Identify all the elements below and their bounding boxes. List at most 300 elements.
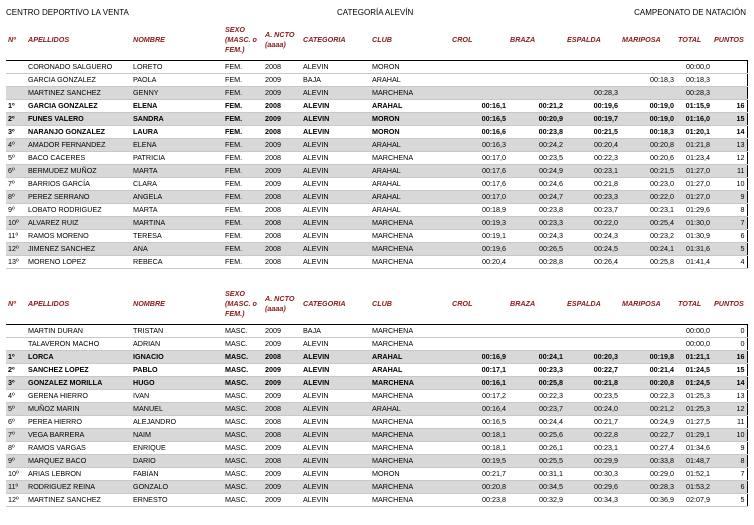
cell-mariposa xyxy=(620,337,676,350)
cell-nombre: GONZALO xyxy=(131,480,223,493)
cell-mariposa: 00:29,0 xyxy=(620,467,676,480)
cell-puntos: 0 xyxy=(712,337,747,350)
cell-nombre: MARTA xyxy=(131,164,223,177)
cell-nombre: ADRIAN xyxy=(131,337,223,350)
cell-categoria: ALEVIN xyxy=(301,229,370,242)
cell-puntos: 10 xyxy=(712,428,747,441)
cell-braza: 00:25,6 xyxy=(508,428,565,441)
cell-nombre: TRISTAN xyxy=(131,324,223,337)
cell-total: 01:20,1 xyxy=(676,125,712,138)
cell-rank: 12º xyxy=(6,242,26,255)
cell-espalda xyxy=(565,324,620,337)
cell-puntos: 5 xyxy=(712,493,747,506)
cell-club: ARAHAL xyxy=(370,99,450,112)
cell-ancto: 2008 xyxy=(263,190,301,203)
cell-mariposa: 00:20,8 xyxy=(620,138,676,151)
cell-mariposa: 00:23,0 xyxy=(620,177,676,190)
cell-mariposa: 00:22,3 xyxy=(620,389,676,402)
table-row xyxy=(6,376,747,389)
cell-crol: 00:16,1 xyxy=(450,99,508,112)
cell-mariposa: 00:23,1 xyxy=(620,203,676,216)
table-row xyxy=(6,493,747,506)
table-row xyxy=(6,190,747,203)
cell-puntos: 0 xyxy=(712,324,747,337)
cell-braza: 00:21,2 xyxy=(508,99,565,112)
col-total: TOTAL xyxy=(676,284,712,324)
cell-crol: 00:20,4 xyxy=(450,255,508,268)
cell-ancto: 2009 xyxy=(263,112,301,125)
cell-nombre: PATRICIA xyxy=(131,151,223,164)
col-crol: CROL xyxy=(450,20,508,60)
cell-rank xyxy=(6,324,26,337)
cell-braza: 00:24,3 xyxy=(508,229,565,242)
col-sexo: SEXO (MASC. o FEM.) xyxy=(223,20,263,60)
cell-espalda xyxy=(565,73,620,86)
cell-crol: 00:16,9 xyxy=(450,350,508,363)
cell-nombre: FABIAN xyxy=(131,467,223,480)
cell-sexo: FEM. xyxy=(223,229,263,242)
cell-braza: 00:23,3 xyxy=(508,363,565,376)
cell-ancto: 2008 xyxy=(263,99,301,112)
cell-apellidos: CORONADO SALGUERO xyxy=(26,60,131,73)
cell-rank xyxy=(6,86,26,99)
cell-mariposa: 00:20,8 xyxy=(620,376,676,389)
cell-club: MARCHENA xyxy=(370,229,450,242)
cell-espalda: 00:22,8 xyxy=(565,428,620,441)
cell-rank: 13º xyxy=(6,255,26,268)
cell-categoria: ALEVIN xyxy=(301,441,370,454)
cell-sexo: FEM. xyxy=(223,125,263,138)
cell-crol: 00:19,5 xyxy=(450,454,508,467)
cell-nombre: ERNESTO xyxy=(131,493,223,506)
cell-nombre: GENNY xyxy=(131,86,223,99)
table-row xyxy=(6,60,747,73)
cell-mariposa: 00:21,2 xyxy=(620,402,676,415)
cell-total: 00:00,0 xyxy=(676,324,712,337)
cell-crol: 00:17,6 xyxy=(450,164,508,177)
cell-sexo: MASC. xyxy=(223,454,263,467)
cell-categoria: ALEVIN xyxy=(301,190,370,203)
cell-puntos: 15 xyxy=(712,112,747,125)
cell-rank: 1º xyxy=(6,99,26,112)
cell-sexo: MASC. xyxy=(223,376,263,389)
cell-mariposa: 00:19,0 xyxy=(620,99,676,112)
cell-categoria: ALEVIN xyxy=(301,203,370,216)
cell-mariposa: 00:33,8 xyxy=(620,454,676,467)
cell-total: 01:41,4 xyxy=(676,255,712,268)
col-puntos: PUNTOS xyxy=(712,20,747,60)
cell-sexo: MASC. xyxy=(223,467,263,480)
cell-sexo: MASC. xyxy=(223,493,263,506)
cell-rank xyxy=(6,73,26,86)
cell-braza: 00:23,8 xyxy=(508,203,565,216)
cell-club: ARAHAL xyxy=(370,190,450,203)
cell-total: 01:30,9 xyxy=(676,229,712,242)
cell-apellidos: LOBATO RODRIGUEZ xyxy=(26,203,131,216)
cell-categoria: ALEVIN xyxy=(301,363,370,376)
cell-espalda: 00:29,6 xyxy=(565,480,620,493)
cell-nombre: ANGELA xyxy=(131,190,223,203)
cell-club: MARCHENA xyxy=(370,415,450,428)
cell-apellidos: TALAVERON MACHO xyxy=(26,337,131,350)
cell-apellidos: LORCA xyxy=(26,350,131,363)
cell-nombre: SANDRA xyxy=(131,112,223,125)
cell-club: MARCHENA xyxy=(370,324,450,337)
table-row xyxy=(6,99,747,112)
cell-nombre: TERESA xyxy=(131,229,223,242)
col-apellidos: APELLIDOS xyxy=(26,20,131,60)
cell-sexo: MASC. xyxy=(223,363,263,376)
cell-ancto: 2008 xyxy=(263,125,301,138)
cell-crol: 00:17,1 xyxy=(450,363,508,376)
cell-sexo: MASC. xyxy=(223,428,263,441)
cell-categoria: ALEVIN xyxy=(301,480,370,493)
cell-nombre: LORETO xyxy=(131,60,223,73)
cell-mariposa: 00:21,5 xyxy=(620,164,676,177)
cell-total: 01:52,1 xyxy=(676,467,712,480)
cell-braza: 00:23,8 xyxy=(508,125,565,138)
cell-mariposa: 00:19,8 xyxy=(620,350,676,363)
cell-nombre: REBECA xyxy=(131,255,223,268)
cell-ancto: 2009 xyxy=(263,86,301,99)
cell-club: MARCHENA xyxy=(370,151,450,164)
cell-ancto: 2008 xyxy=(263,216,301,229)
cell-espalda: 00:24,3 xyxy=(565,229,620,242)
cell-apellidos: GONZALEZ MORILLA xyxy=(26,376,131,389)
cell-nombre: HUGO xyxy=(131,376,223,389)
cell-sexo: MASC. xyxy=(223,415,263,428)
cell-braza: 00:20,9 xyxy=(508,112,565,125)
cell-mariposa xyxy=(620,324,676,337)
cell-ancto: 2009 xyxy=(263,164,301,177)
table-row xyxy=(6,177,747,190)
cell-ancto: 2009 xyxy=(263,467,301,480)
cell-espalda: 00:29,9 xyxy=(565,454,620,467)
col-rank: Nº xyxy=(6,284,26,324)
cell-club: MARCHENA xyxy=(370,255,450,268)
col-nombre: NOMBRE xyxy=(131,284,223,324)
cell-apellidos: VEGA BARRERA xyxy=(26,428,131,441)
cell-ancto: 2008 xyxy=(263,255,301,268)
cell-apellidos: FUNES VALERO xyxy=(26,112,131,125)
cell-total: 00:00,0 xyxy=(676,337,712,350)
cell-crol: 00:17,0 xyxy=(450,151,508,164)
cell-mariposa: 00:23,2 xyxy=(620,229,676,242)
cell-total: 01:24,5 xyxy=(676,363,712,376)
cell-sexo: MASC. xyxy=(223,389,263,402)
cell-rank: 10º xyxy=(6,216,26,229)
female-results-table xyxy=(6,20,748,269)
cell-braza xyxy=(508,60,565,73)
cell-nombre: LAURA xyxy=(131,125,223,138)
cell-braza xyxy=(508,324,565,337)
cell-apellidos: PEREZ SERRANO xyxy=(26,190,131,203)
cell-nombre: NAIM xyxy=(131,428,223,441)
cell-braza: 00:24,6 xyxy=(508,177,565,190)
cell-club: ARAHAL xyxy=(370,138,450,151)
cell-club: MARCHENA xyxy=(370,242,450,255)
cell-club: ARAHAL xyxy=(370,164,450,177)
cell-categoria: ALEVIN xyxy=(301,60,370,73)
cell-ancto: 2008 xyxy=(263,203,301,216)
cell-club: MORON xyxy=(370,467,450,480)
cell-categoria: ALEVIN xyxy=(301,389,370,402)
cell-puntos: 11 xyxy=(712,164,747,177)
cell-crol: 00:20,8 xyxy=(450,480,508,493)
table-row xyxy=(6,324,747,337)
cell-apellidos: SANCHEZ LOPEZ xyxy=(26,363,131,376)
cell-nombre: MANUEL xyxy=(131,402,223,415)
cell-sexo: FEM. xyxy=(223,203,263,216)
cell-espalda: 00:21,8 xyxy=(565,376,620,389)
cell-braza: 00:24,4 xyxy=(508,415,565,428)
cell-puntos: 4 xyxy=(712,255,747,268)
cell-club: ARAHAL xyxy=(370,350,450,363)
cell-ancto: 2009 xyxy=(263,337,301,350)
cell-braza: 00:23,7 xyxy=(508,402,565,415)
cell-rank: 8º xyxy=(6,190,26,203)
cell-apellidos: MUÑOZ MARIN xyxy=(26,402,131,415)
cell-ancto: 2009 xyxy=(263,480,301,493)
cell-club: MORON xyxy=(370,112,450,125)
cell-puntos xyxy=(712,73,747,86)
cell-rank: 7º xyxy=(6,177,26,190)
table-row xyxy=(6,402,747,415)
cell-sexo: MASC. xyxy=(223,480,263,493)
cell-crol: 00:16,6 xyxy=(450,125,508,138)
col-crol: CROL xyxy=(450,284,508,324)
cell-rank: 10º xyxy=(6,467,26,480)
cell-braza: 00:26,1 xyxy=(508,441,565,454)
cell-ancto: 2008 xyxy=(263,242,301,255)
cell-apellidos: GARCIA GONZALEZ xyxy=(26,99,131,112)
cell-total: 01:53,2 xyxy=(676,480,712,493)
col-espalda: ESPALDA xyxy=(565,284,620,324)
table-row xyxy=(6,86,747,99)
cell-ancto: 2008 xyxy=(263,415,301,428)
col-categoria: CATEGORIA xyxy=(301,20,370,60)
cell-apellidos: PEREA HIERRO xyxy=(26,415,131,428)
cell-crol xyxy=(450,60,508,73)
cell-sexo: FEM. xyxy=(223,99,263,112)
cell-apellidos: ALVAREZ RUIZ xyxy=(26,216,131,229)
cell-ancto: 2009 xyxy=(263,363,301,376)
cell-rank xyxy=(6,337,26,350)
cell-apellidos: NARANJO GONZALEZ xyxy=(26,125,131,138)
cell-club: ARAHAL xyxy=(370,73,450,86)
cell-crol: 00:16,3 xyxy=(450,138,508,151)
cell-club: MARCHENA xyxy=(370,376,450,389)
cell-sexo: MASC. xyxy=(223,324,263,337)
cell-braza: 00:22,3 xyxy=(508,389,565,402)
cell-club: MARCHENA xyxy=(370,441,450,454)
cell-braza: 00:26,5 xyxy=(508,242,565,255)
cell-total: 00:00,0 xyxy=(676,60,712,73)
cell-categoria: ALEVIN xyxy=(301,454,370,467)
cell-rank: 9º xyxy=(6,454,26,467)
cell-apellidos: AMADOR FERNANDEZ xyxy=(26,138,131,151)
cell-apellidos: MARTIN DURAN xyxy=(26,324,131,337)
table-header-row xyxy=(6,20,747,60)
cell-apellidos: RAMOS MORENO xyxy=(26,229,131,242)
cell-ancto: 2009 xyxy=(263,138,301,151)
cell-mariposa xyxy=(620,60,676,73)
cell-nombre: MARTA xyxy=(131,203,223,216)
cell-espalda xyxy=(565,337,620,350)
cell-braza: 00:24,2 xyxy=(508,138,565,151)
cell-ancto: 2009 xyxy=(263,177,301,190)
cell-categoria: ALEVIN xyxy=(301,216,370,229)
cell-total: 01:25,3 xyxy=(676,389,712,402)
cell-mariposa: 00:25,8 xyxy=(620,255,676,268)
cell-braza: 00:34,5 xyxy=(508,480,565,493)
cell-ancto: 2009 xyxy=(263,376,301,389)
cell-nombre: ELENA xyxy=(131,99,223,112)
cell-mariposa: 00:28,3 xyxy=(620,480,676,493)
cell-club: ARAHAL xyxy=(370,177,450,190)
cell-espalda: 00:22,7 xyxy=(565,363,620,376)
cell-ancto: 2008 xyxy=(263,402,301,415)
cell-club: MARCHENA xyxy=(370,480,450,493)
cell-espalda: 00:21,8 xyxy=(565,177,620,190)
cell-mariposa: 00:20,6 xyxy=(620,151,676,164)
cell-mariposa: 00:21,4 xyxy=(620,363,676,376)
cell-sexo: FEM. xyxy=(223,151,263,164)
cell-braza: 00:32,9 xyxy=(508,493,565,506)
cell-categoria: ALEVIN xyxy=(301,125,370,138)
cell-sexo: FEM. xyxy=(223,164,263,177)
cell-braza: 00:23,5 xyxy=(508,151,565,164)
cell-crol: 00:19,1 xyxy=(450,229,508,242)
cell-total: 01:24,5 xyxy=(676,376,712,389)
cell-espalda: 00:22,0 xyxy=(565,216,620,229)
table-row xyxy=(6,242,747,255)
cell-categoria: ALEVIN xyxy=(301,415,370,428)
cell-puntos: 7 xyxy=(712,216,747,229)
cell-crol: 00:18,1 xyxy=(450,441,508,454)
cell-ancto: 2008 xyxy=(263,428,301,441)
cell-apellidos: ARIAS LEBRON xyxy=(26,467,131,480)
cell-crol: 00:18,9 xyxy=(450,203,508,216)
cell-puntos: 6 xyxy=(712,229,747,242)
table-row xyxy=(6,73,747,86)
table-row xyxy=(6,480,747,493)
cell-espalda: 00:34,3 xyxy=(565,493,620,506)
cell-apellidos: MARTINEZ SANCHEZ xyxy=(26,86,131,99)
cell-puntos xyxy=(712,60,747,73)
cell-espalda: 00:22,3 xyxy=(565,151,620,164)
cell-club: MARCHENA xyxy=(370,337,450,350)
cell-total: 01:31,6 xyxy=(676,242,712,255)
cell-rank: 4º xyxy=(6,389,26,402)
cell-nombre: PAOLA xyxy=(131,73,223,86)
cell-espalda: 00:20,3 xyxy=(565,350,620,363)
cell-braza xyxy=(508,337,565,350)
championship-title: CAMPEONATO DE NATACIÓN xyxy=(634,8,746,17)
col-apellidos: APELLIDOS xyxy=(26,284,131,324)
cell-espalda xyxy=(565,60,620,73)
cell-categoria: ALEVIN xyxy=(301,467,370,480)
cell-categoria: ALEVIN xyxy=(301,177,370,190)
cell-nombre: DARIO xyxy=(131,454,223,467)
cell-categoria: ALEVIN xyxy=(301,86,370,99)
cell-rank: 3º xyxy=(6,376,26,389)
cell-total: 01:34,6 xyxy=(676,441,712,454)
cell-apellidos: BACO CACERES xyxy=(26,151,131,164)
cell-puntos: 16 xyxy=(712,99,747,112)
cell-categoria: ALEVIN xyxy=(301,112,370,125)
cell-sexo: FEM. xyxy=(223,190,263,203)
cell-apellidos: MARTINEZ SANCHEZ xyxy=(26,493,131,506)
cell-crol xyxy=(450,86,508,99)
cell-club: ARAHAL xyxy=(370,203,450,216)
cell-rank: 6º xyxy=(6,415,26,428)
cell-mariposa: 00:18,3 xyxy=(620,73,676,86)
cell-categoria: ALEVIN xyxy=(301,428,370,441)
cell-puntos: 11 xyxy=(712,415,747,428)
cell-rank: 4º xyxy=(6,138,26,151)
cell-crol: 00:16,1 xyxy=(450,376,508,389)
cell-puntos: 5 xyxy=(712,242,747,255)
cell-apellidos: GARCIA GONZALEZ xyxy=(26,73,131,86)
cell-rank: 5º xyxy=(6,402,26,415)
cell-puntos: 6 xyxy=(712,480,747,493)
cell-sexo: FEM. xyxy=(223,216,263,229)
cell-espalda: 00:19,7 xyxy=(565,112,620,125)
table-row xyxy=(6,467,747,480)
cell-apellidos: RAMOS VARGAS xyxy=(26,441,131,454)
table-header-row xyxy=(6,284,747,324)
cell-rank: 5º xyxy=(6,151,26,164)
cell-braza: 00:25,5 xyxy=(508,454,565,467)
cell-crol: 00:16,4 xyxy=(450,402,508,415)
col-mariposa: MARIPOSA xyxy=(620,284,676,324)
cell-total: 01:27,0 xyxy=(676,164,712,177)
cell-rank: 11º xyxy=(6,480,26,493)
col-nombre: NOMBRE xyxy=(131,20,223,60)
cell-mariposa: 00:19,0 xyxy=(620,112,676,125)
col-puntos: PUNTOS xyxy=(712,284,747,324)
table-row xyxy=(6,350,747,363)
cell-braza: 00:24,1 xyxy=(508,350,565,363)
cell-sexo: FEM. xyxy=(223,60,263,73)
cell-ancto: 2009 xyxy=(263,389,301,402)
cell-total: 01:23,4 xyxy=(676,151,712,164)
cell-puntos: 9 xyxy=(712,441,747,454)
cell-sexo: FEM. xyxy=(223,73,263,86)
cell-categoria: ALEVIN xyxy=(301,99,370,112)
cell-rank: 2º xyxy=(6,363,26,376)
cell-sexo: MASC. xyxy=(223,441,263,454)
cell-espalda: 00:23,1 xyxy=(565,441,620,454)
cell-total: 01:15,9 xyxy=(676,99,712,112)
cell-crol xyxy=(450,337,508,350)
cell-crol: 00:17,2 xyxy=(450,389,508,402)
cell-rank: 1º xyxy=(6,350,26,363)
cell-mariposa: 00:25,4 xyxy=(620,216,676,229)
cell-categoria: ALEVIN xyxy=(301,376,370,389)
cell-braza: 00:28,8 xyxy=(508,255,565,268)
col-mariposa: MARIPOSA xyxy=(620,20,676,60)
cell-apellidos: GERENA HIERRO xyxy=(26,389,131,402)
cell-espalda: 00:21,5 xyxy=(565,125,620,138)
cell-categoria: ALEVIN xyxy=(301,350,370,363)
cell-braza: 00:25,8 xyxy=(508,376,565,389)
cell-mariposa: 00:22,0 xyxy=(620,190,676,203)
cell-nombre: IVAN xyxy=(131,389,223,402)
cell-apellidos: MARQUEZ BACO xyxy=(26,454,131,467)
cell-braza xyxy=(508,86,565,99)
